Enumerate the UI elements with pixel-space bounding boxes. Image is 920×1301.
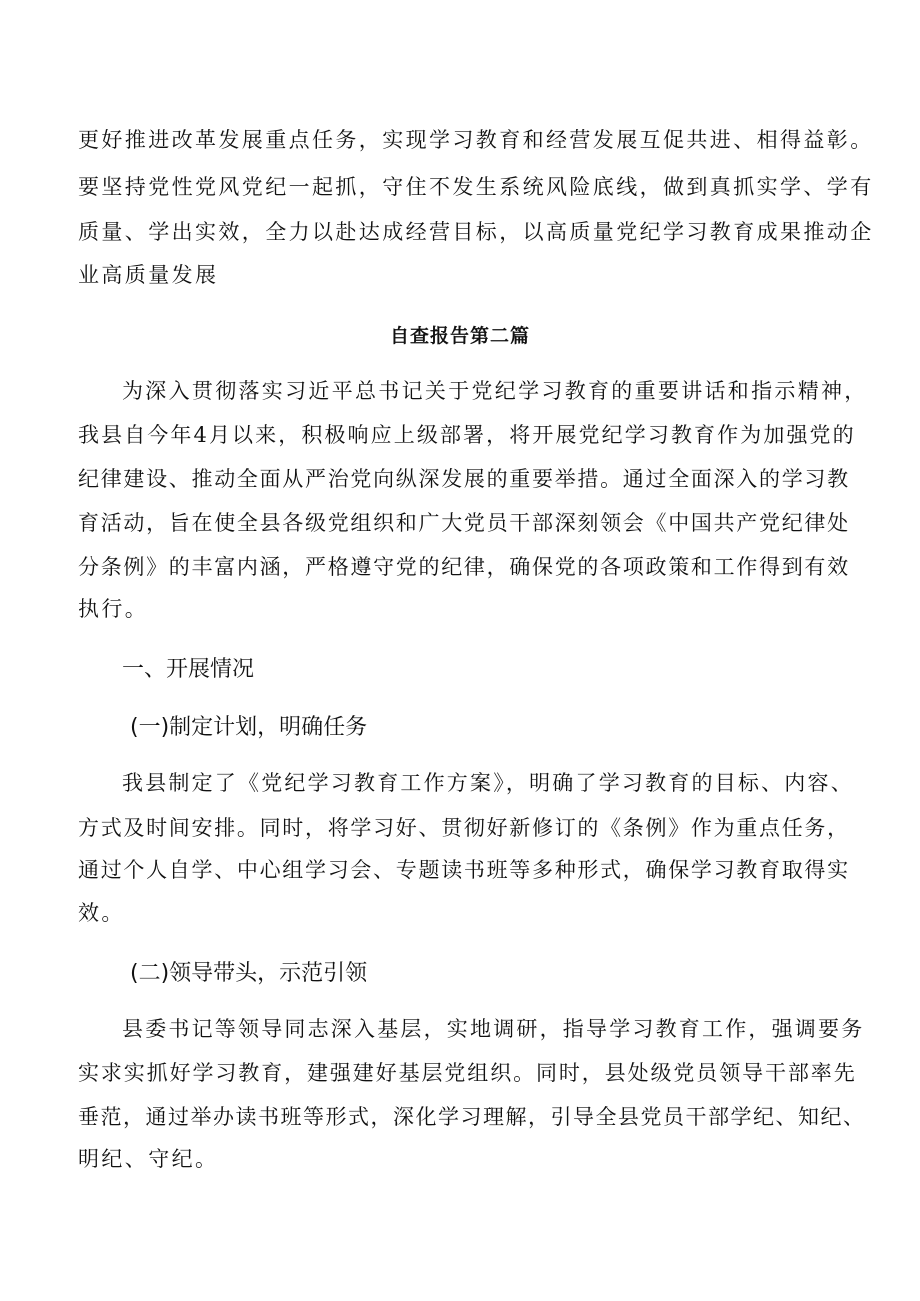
opening-line-2: 我县自今年4月以来，积极响应上级部署，将开展党纪学习教育作为加强党的 bbox=[78, 423, 856, 447]
subsection-2-line-4: 明纪、守纪。 bbox=[78, 1147, 219, 1171]
subsection-heading-2: (二)领导带头，示范引领 bbox=[130, 961, 368, 986]
subsection-1-line-1: 我县制定了《党纪学习教育工作方案》，明确了学习教育的目标、内容、 bbox=[122, 771, 854, 795]
subsection-heading-1: (一)制定计划，明确任务 bbox=[130, 715, 368, 740]
subsection-1-line-3: 通过个人自学、中心组学习会、专题读书班等多种形式，确保学习教育取得实 bbox=[78, 858, 850, 882]
subsection-2-line-1: 县委书记等领导同志深入基层，实地调研，指导学习教育工作，强调要务 bbox=[122, 1017, 865, 1041]
subsection-2-line-3: 垂范，通过举办读书班等形式，深化学习理解，引导全县党员干部学纪、知纪、 bbox=[78, 1105, 866, 1129]
intro-line-3: 质量、学出实效，全力以赴达成经营目标，以高质量党纪学习教育成果推动企 bbox=[78, 220, 874, 244]
report-title: 自查报告第二篇 bbox=[389, 325, 530, 347]
intro-line-1: 更好推进改革发展重点任务，实现学习教育和经营发展互促共进、相得益彰。 bbox=[78, 128, 874, 152]
subsection-2-line-2: 实求实抓好学习教育，建强建好基层党组织。同时，县处级党员领导干部率先 bbox=[78, 1061, 857, 1085]
opening-line-5: 分条例》的丰富内涵，严格遵守党的纪律，确保党的各项政策和工作得到有效 bbox=[78, 555, 850, 579]
subsection-1-line-4: 效。 bbox=[78, 901, 125, 925]
intro-line-4: 业高质量发展 bbox=[78, 263, 219, 287]
intro-line-2: 要坚持党性党风党纪一起抓，守住不发生系统风险底线，做到真抓实学、学有 bbox=[78, 175, 874, 199]
opening-line-6: 执行。 bbox=[78, 597, 149, 621]
opening-line-1: 为深入贯彻落实习近平总书记关于党纪学习教育的重要讲话和指示精神， bbox=[122, 379, 868, 403]
subsection-1-line-2: 方式及时间安排。同时，将学习好、贯彻好新修订的《条例》作为重点任务， bbox=[78, 816, 850, 840]
opening-line-4: 育活动，旨在使全县各级党组织和广大党员干部深刻领会《中国共产党纪律处 bbox=[78, 511, 850, 535]
opening-line-3: 纪律建设、推动全面从严治党向纵深发展的重要举措。通过全面深入的学习教 bbox=[78, 467, 850, 491]
section-heading: 一、开展情况 bbox=[122, 657, 255, 682]
